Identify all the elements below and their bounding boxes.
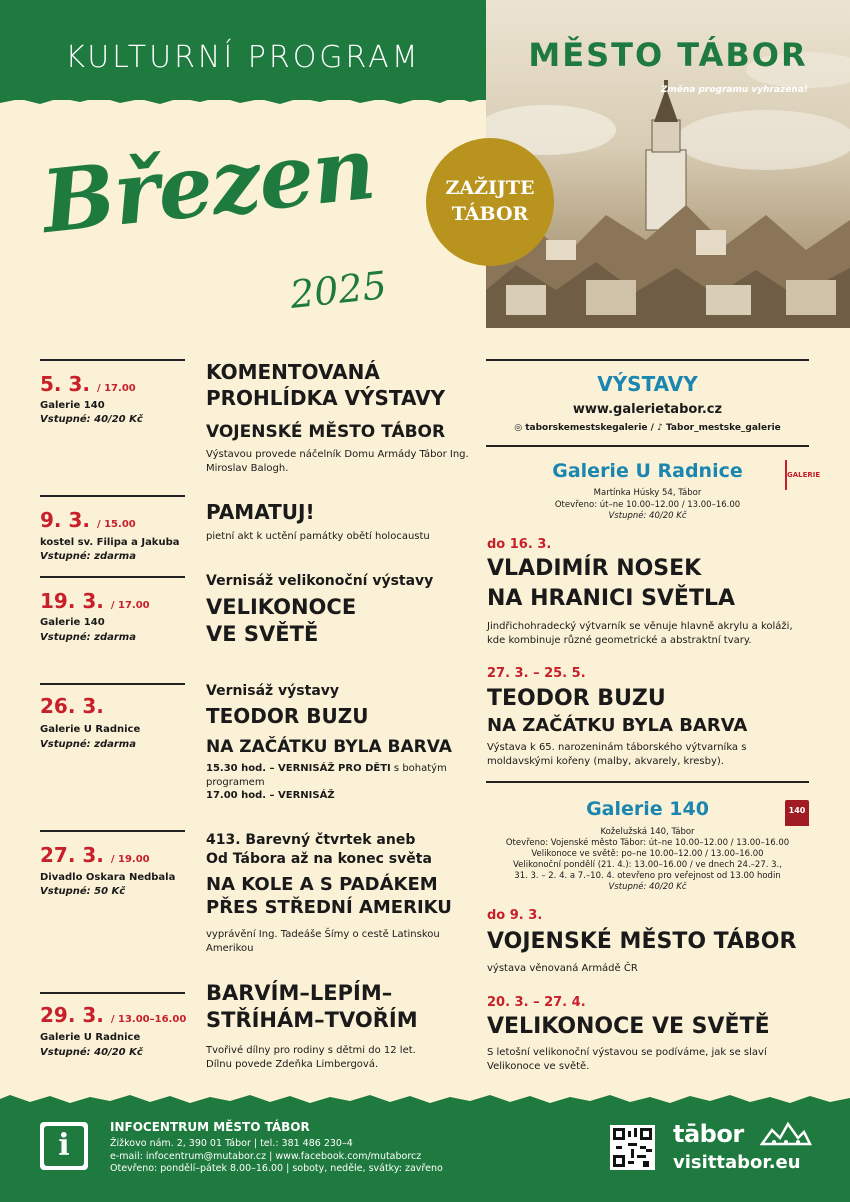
- galerie-140-price: Vstupné: 40/20 Kč: [608, 882, 687, 892]
- exhibition-subtitle: NA ZAČÁTKU BYLA BARVA: [487, 715, 748, 736]
- event-price: Vstupné: 40/20 Kč: [40, 414, 143, 425]
- event-title: TEODOR BUZU: [206, 704, 369, 728]
- exhibitions-divider: [486, 359, 809, 361]
- exhibition-date: do 16. 3.: [487, 537, 552, 552]
- exhibition-desc: Jindřichohradecký výtvarník se věnuje hlavně akrylu a koláži, kde kombinuje různé geometrické a abstraktní tvary.: [487, 621, 793, 646]
- galerie-radnice-hours: Otevřeno: út–ne 10.00–12.00 / 13.00–16.00: [554, 500, 741, 510]
- event-desc: Výstavou provede náčelník Domu Armády Tábor Ing. Miroslav Balogh.: [206, 449, 469, 474]
- event-date: 26. 3.: [40, 694, 104, 718]
- social-handles[interactable]: ◎ taborskemestskegalerie / ♪ Tabor_mestske_galerie: [514, 423, 781, 433]
- event-desc: pietní akt k uctění památky obětí holocaustu: [206, 531, 430, 542]
- galerie-140-hours: Otevřeno: Vojenské město Tábor: út–ne 10.00–12.00 / 13.00–16.00: [505, 838, 790, 848]
- event-pretitle: Vernisáž velikonoční výstavy: [206, 573, 434, 589]
- event-date: 27. 3. / 19.00: [40, 843, 150, 867]
- event-place: kostel sv. Filipa a Jakuba: [40, 537, 180, 548]
- event-title: PAMATUJ!: [206, 500, 315, 524]
- badge-line-2: TÁBOR: [451, 203, 529, 225]
- exhibition-desc: S letošní velikonoční výstavou se podíváme, jak se slaví Velikonoce ve světě.: [487, 1047, 767, 1072]
- exhibition-desc: výstava věnovaná Armádě ČR: [487, 963, 638, 974]
- event-time: / 17.00: [110, 600, 150, 611]
- event-date: 29. 3. / 13.00–16.00: [40, 1003, 187, 1027]
- galerie-radnice-name: Galerie U Radnice: [552, 460, 743, 482]
- galerie-140-hours: 31. 3. – 2. 4. a 7.–10. 4. otevřeno pro veřejnost od 13.00 hodin: [514, 871, 781, 881]
- event-title: NA KOLE A S PADÁKEM PŘES STŘEDNÍ AMERIKU: [206, 874, 452, 919]
- event-price: Vstupné: zdarma: [40, 551, 136, 562]
- event-place: Galerie U Radnice: [40, 724, 141, 735]
- galerie-140-logo: 140: [785, 800, 809, 826]
- event-divider: [40, 683, 185, 685]
- event-divider: [40, 359, 185, 361]
- galerie-logo: GALERIE: [785, 460, 811, 490]
- exhibitions-divider: [486, 445, 809, 447]
- event-place: Galerie U Radnice: [40, 1032, 141, 1043]
- event-date: 9. 3. / 15.00: [40, 508, 136, 532]
- tabor-logo-icon: [760, 1120, 812, 1148]
- event-divider: [40, 495, 185, 497]
- galerie-radnice-price: Vstupné: 40/20 Kč: [608, 511, 687, 521]
- event-time: / 13.00–16.00: [110, 1014, 187, 1025]
- event-divider: [40, 576, 185, 578]
- galerie-140-name: Galerie 140: [586, 798, 709, 820]
- qr-code[interactable]: [610, 1125, 655, 1170]
- infocentrum-contact[interactable]: e-mail: infocentrum@mutabor.cz | www.facebook.com/mutaborcz: [110, 1151, 422, 1162]
- year-title: 2025: [287, 263, 389, 317]
- exhibitions-heading: VÝSTAVY: [597, 372, 698, 396]
- event-date: 19. 3. / 17.00: [40, 589, 150, 613]
- event-desc: Tvořivé dílny pro rodiny s dětmi do 12 let. Dílnu povede Zdeňka Limbergová.: [206, 1045, 416, 1070]
- exhibition-date: 27. 3. – 25. 5.: [487, 666, 586, 681]
- visittabor-url[interactable]: visittabor.eu: [673, 1152, 801, 1173]
- month-title: Březen: [37, 117, 379, 253]
- event-time: / 19.00: [110, 854, 150, 865]
- torn-edge: [0, 88, 486, 110]
- event-detail: 15.30 hod. – VERNISÁŽ PRO DĚTI s bohatým programem 17.00 hod. – VERNISÁŽ: [206, 763, 447, 801]
- event-time: / 17.00: [96, 383, 136, 394]
- info-icon: i: [40, 1122, 88, 1170]
- event-subtitle: VOJENSKÉ MĚSTO TÁBOR: [206, 422, 446, 442]
- exhibition-title: TEODOR BUZU: [487, 686, 666, 711]
- infocentrum-title: INFOCENTRUM MĚSTO TÁBOR: [110, 1120, 310, 1134]
- exhibition-date: do 9. 3.: [487, 908, 543, 923]
- event-time: / 15.00: [96, 519, 136, 530]
- exhibition-title: VLADIMÍR NOSEK NA HRANICI SVĚTLA: [487, 556, 736, 611]
- change-note: Změna programu vyhrazena!: [660, 85, 808, 95]
- event-price: Vstupné: zdarma: [40, 632, 136, 643]
- gallery-url[interactable]: www.galerietabor.cz: [572, 402, 723, 417]
- city-title: MĚSTO TÁBOR: [528, 36, 808, 74]
- exhibition-title: VOJENSKÉ MĚSTO TÁBOR: [487, 929, 797, 954]
- event-place: Divadlo Oskara Nedbala: [40, 872, 176, 883]
- event-price: Vstupné: 40/20 Kč: [40, 1047, 143, 1058]
- exhibition-title: VELIKONOCE VE SVĚTĚ: [487, 1014, 770, 1039]
- event-divider: [40, 992, 185, 994]
- badge-line-1: ZAŽIJTE: [445, 177, 535, 200]
- event-pretitle: 413. Barevný čtvrtek aneb: [206, 832, 416, 848]
- infocentrum-address: Žižkovo nám. 2, 390 01 Tábor | tel.: 381 486 230–4: [110, 1138, 353, 1149]
- zazijte-tabor-badge: [426, 138, 554, 266]
- exhibition-desc: Výstava k 65. narozeninám táborského výtvarníka s moldavskými kořeny (malby, akvarely, kresby).: [487, 742, 747, 767]
- program-title: KULTURNÍ PROGRAM: [65, 40, 421, 75]
- event-pretitle: Od Tábora až na konec světa: [206, 851, 432, 867]
- infocentrum-hours: Otevřeno: pondělí–pátek 8.00–16.00 | soboty, neděle, svátky: zavřeno: [110, 1163, 443, 1174]
- galerie-140-hours: Velikonoce ve světě: po–ne 10.00–12.00 / 13.00–16.00: [531, 849, 764, 859]
- event-desc: vyprávění Ing. Tadeáše Šímy o cestě Latinskou Amerikou: [206, 929, 440, 954]
- galerie-radnice-address: Martínka Húsky 54, Tábor: [593, 488, 702, 498]
- event-subtitle: NA ZAČÁTKU BYLA BARVA: [206, 737, 452, 757]
- event-title: VELIKONOCE VE SVĚTĚ: [206, 595, 357, 647]
- event-price: Vstupné: 50 Kč: [40, 886, 126, 897]
- galerie-140-address: Koželužská 140, Tábor: [600, 827, 695, 837]
- event-divider: [40, 830, 185, 832]
- event-place: Galerie 140: [40, 400, 105, 411]
- tabor-brand: tābor: [673, 1120, 744, 1148]
- event-title: KOMENTOVANÁ PROHLÍDKA VÝSTAVY: [206, 360, 446, 410]
- exhibition-date: 20. 3. – 27. 4.: [487, 995, 586, 1010]
- event-place: Galerie 140: [40, 617, 105, 628]
- exhibitions-divider: [486, 781, 809, 783]
- event-pretitle: Vernisáž výstavy: [206, 683, 340, 699]
- event-date: 5. 3. / 17.00: [40, 372, 136, 396]
- event-price: Vstupné: zdarma: [40, 739, 136, 750]
- event-title: BARVÍM–LEPÍM– STŘÍHÁM–TVOŘÍM: [206, 981, 418, 1033]
- galerie-140-hours: Velikonoční pondělí (21. 4.): 13.00–16.00 / ve dnech 24.–27. 3.,: [513, 860, 782, 870]
